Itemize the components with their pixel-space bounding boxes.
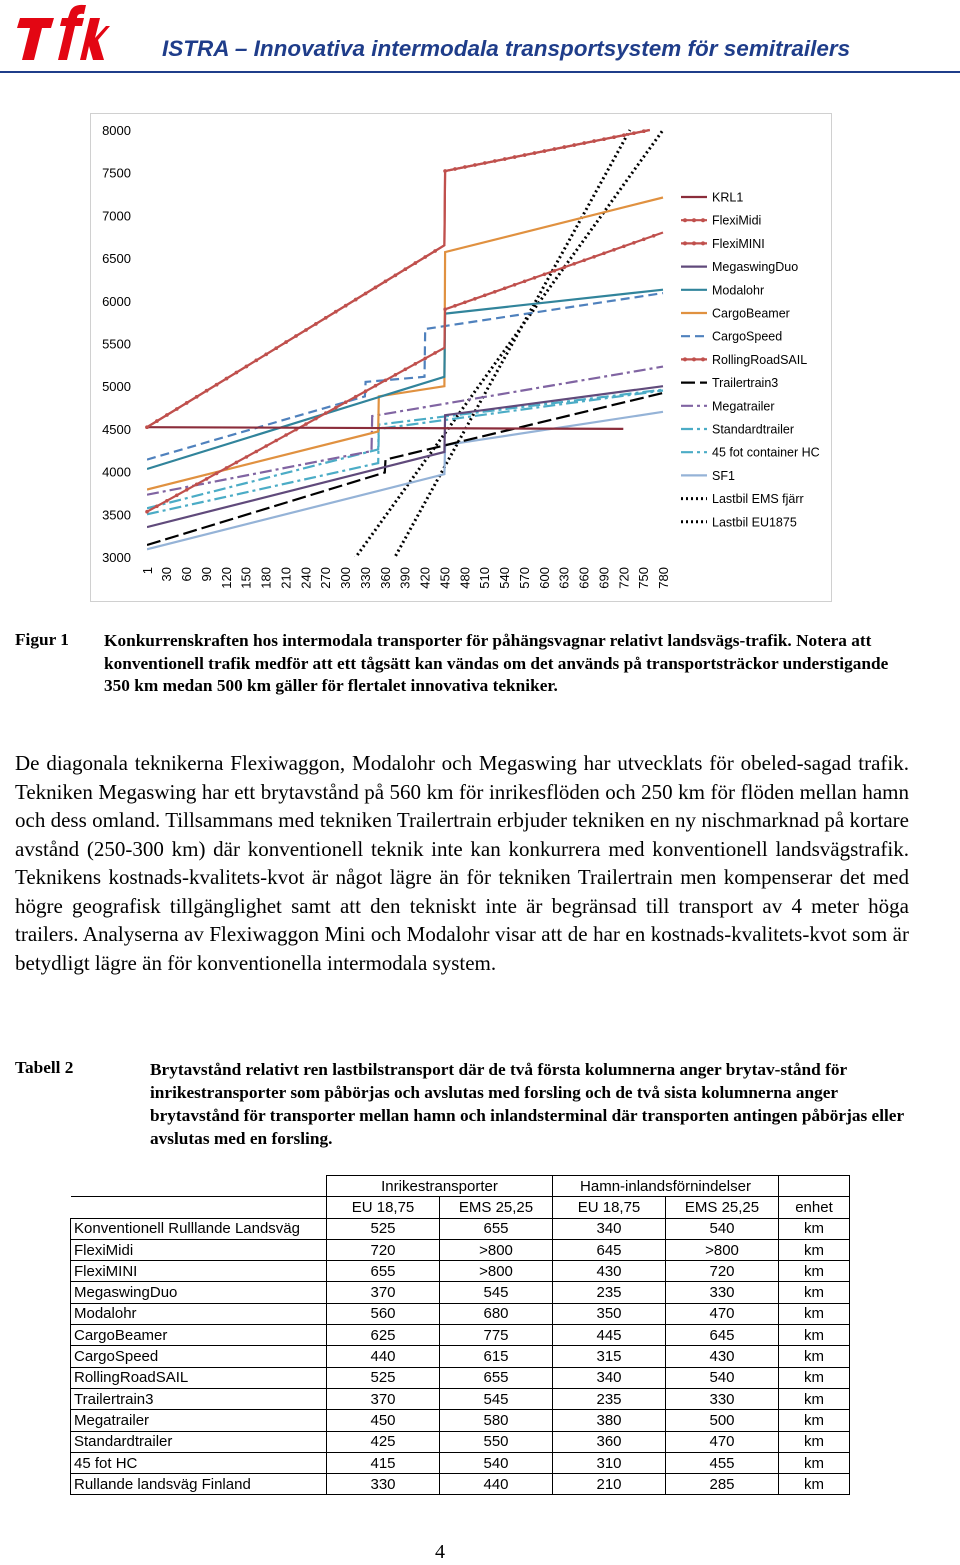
table-row [71,1282,850,1303]
chart-frame [90,113,832,602]
series-marker [364,292,368,296]
value-cell: km [779,1282,850,1303]
legend-label: FlexiMidi [712,213,762,228]
value-cell: 440 [440,1474,553,1495]
subheader-cell: EMS 25,25 [440,1197,553,1218]
series-marker [602,252,606,256]
table-row [71,1388,850,1409]
legend-label: CargoSpeed [712,329,783,344]
series-line [325,130,663,600]
series-marker [533,276,537,280]
row-label-cell: FlexiMidi [71,1239,327,1260]
x-tick-label: 120 [218,567,234,589]
figure-label: Figur 1 [15,630,69,649]
series-marker [264,353,268,357]
body-paragraph: De diagonala teknikerna Flexiwaggon, Modalohr och Megaswing har utvecklats för obeled-sagad trafik. Tekniken Megaswing har ett brytavstånd på 560 km för inrikesflöden och 250 km för flöden mellan hamn och dess omland. Tillsammans med tekniken Trailertrain erbjuder tekniken en ny nischmarknad på kortare avstånd (250-300 km) där konventionell teknik inte kan konkurrera med konventionell landsvägstrafik. Teknikens kostnads-kvalitets-kvot är något lägre än för tekniken Trailertrain men kompenserar det med högre geografisk tillgänglighet samt att den tekniskt inte är begränsad till transport av 4 meter höga trailers. Analyserna av Flexiwaggon Mini och Modalohr visar att de har en kostnads-kvalitets-kvot som är betydligt lägre än för konventionella intermodala system. [15,751,909,975]
value-cell: 625 [327,1325,440,1346]
series-line [372,130,630,600]
value-cell: 285 [666,1474,779,1495]
legend-label: 45 fot container HC [712,445,820,460]
subheader-cell: enhet [779,1197,850,1218]
series-marker [205,389,209,393]
value-cell: km [779,1239,850,1260]
series-line [147,233,663,512]
series-line [147,386,663,527]
table-row [71,1367,850,1388]
table-corner-cell [71,1176,327,1197]
x-tick-label: 480 [457,567,473,589]
legend-label: RollingRoadSAIL [712,352,808,367]
series-marker [592,255,596,259]
series-marker [553,269,557,273]
x-tick-label: 660 [576,567,592,589]
value-cell: 720 [327,1239,440,1260]
value-cell: 525 [327,1218,440,1239]
value-cell: km [779,1431,850,1452]
subheader-cell: EU 18,75 [327,1197,440,1218]
legend-marker [692,241,696,245]
value-cell: 720 [666,1261,779,1282]
series-marker [255,450,259,454]
series-marker [155,505,159,509]
value-cell: 470 [666,1431,779,1452]
x-tick-label: 300 [338,567,354,589]
value-cell: 450 [327,1410,440,1431]
series-marker [592,139,596,143]
x-tick-label: 360 [377,567,393,589]
series-marker [503,287,507,291]
series-marker [463,301,467,305]
y-tick-label: 7500 [102,165,131,181]
legend-label: SF1 [712,468,735,483]
row-label-cell: MegaswingDuo [71,1282,327,1303]
series-marker [582,141,586,145]
series-marker [483,294,487,298]
series-marker [175,494,179,498]
series-marker [284,433,288,437]
series-marker [483,161,487,165]
series-marker [344,400,348,404]
series-marker [473,297,477,301]
series-marker [205,477,209,481]
series-marker [404,267,408,271]
row-label-cell: RollingRoadSAIL [71,1367,327,1388]
series-marker [185,488,189,492]
x-tick-label: 180 [258,567,274,589]
series-marker [374,384,378,388]
y-tick-label: 5000 [102,379,131,395]
x-tick-label: 780 [656,567,671,589]
series-marker [384,280,388,284]
value-cell: 430 [666,1346,779,1367]
legend-label: Lastbil EU1875 [712,515,797,530]
series-marker [215,472,219,476]
series-marker [165,499,169,503]
series-marker [364,389,368,393]
y-tick-label: 7000 [102,208,131,224]
x-tick-label: 30 [159,567,175,582]
x-tick-label: 690 [596,567,612,589]
document-title: ISTRA – Innovativa intermodala transportsystem för semitrailers [162,36,851,61]
value-cell: 540 [666,1218,779,1239]
row-label-cell: CargoSpeed [71,1346,327,1367]
value-cell: 500 [666,1410,779,1431]
value-cell: 360 [553,1431,666,1452]
table-row [71,1452,850,1473]
value-cell: 370 [327,1388,440,1409]
table-row [71,1239,850,1260]
series-marker [354,395,358,399]
series-marker [493,290,497,294]
value-cell: 775 [440,1325,553,1346]
legend-label: Trailertrain3 [712,376,779,391]
value-cell: 440 [327,1346,440,1367]
legend-label: FlexiMINI [712,236,765,251]
value-cell: 545 [440,1282,553,1303]
y-tick-label: 6000 [102,293,131,309]
series-marker [394,274,398,278]
series-marker [145,510,149,514]
legend-label: MegaswingDuo [712,260,799,275]
value-cell: km [779,1218,850,1239]
subheader-empty [71,1197,327,1218]
value-cell: km [779,1367,850,1388]
value-cell: 235 [553,1388,666,1409]
y-tick-label: 3000 [102,550,131,565]
value-cell: >800 [440,1261,553,1282]
series-marker [195,483,199,487]
row-label-cell: 45 fot HC [71,1452,327,1473]
legend-label: CargoBeamer [712,306,790,321]
x-tick-label: 270 [318,567,334,589]
subheader-cell: EMS 25,25 [666,1197,779,1218]
series-marker [165,413,169,417]
series-marker [195,395,199,399]
value-cell: km [779,1410,850,1431]
value-cell: 560 [327,1303,440,1324]
value-cell: 525 [327,1367,440,1388]
row-label-cell: Modalohr [71,1303,327,1324]
series-marker [543,149,547,153]
legend-label: Megatrailer [712,399,775,414]
series-marker [404,368,408,372]
x-tick-label: 750 [636,567,652,589]
row-label-cell: Megatrailer [71,1410,327,1431]
series-marker [235,371,239,375]
line-chart [91,114,831,601]
legend-label: KRL1 [712,190,744,205]
series-marker [374,286,378,290]
series-marker [274,439,278,443]
legend-marker [683,218,687,222]
series-marker [622,245,626,249]
row-label-cell: Rullande landsväg Finland [71,1474,327,1495]
series-marker [384,379,388,383]
series-marker [344,304,348,308]
table-row [71,1346,850,1367]
legend-label: Lastbil EMS fjärr [712,492,804,507]
value-cell: >800 [666,1239,779,1260]
series-marker [423,255,427,259]
legend-marker [701,357,705,361]
table-row [71,1325,850,1346]
series-marker [145,425,149,429]
series-marker [503,157,507,161]
series-marker [612,135,616,139]
series-marker [443,169,447,173]
series-marker [642,129,646,133]
series-marker [215,383,219,387]
series-line [147,391,663,515]
table-subheader-row [71,1197,850,1218]
row-label-cell: CargoBeamer [71,1325,327,1346]
series-marker [284,340,288,344]
series-marker [563,145,567,149]
table-body [71,1218,850,1495]
x-tick-label: 390 [397,567,413,589]
series-marker [572,143,576,147]
series-marker [523,153,527,157]
series-marker [473,163,477,167]
series-marker [354,298,358,302]
figure-caption: Konkurrenskraften hos intermodala transporter för påhängsvagnar relativt landsvägs-trafik. Notera att konventionell trafik medför att ett tågsätt kan vändas om det används på transportsträckor understigande 350 km medan 500 km gäller för flertalet innovativa tekniker. [104,631,889,695]
value-cell: km [779,1303,850,1324]
value-cell: 310 [553,1452,666,1473]
series-marker [255,359,259,363]
value-cell: 235 [553,1282,666,1303]
table-row [71,1218,850,1239]
value-cell: 330 [666,1388,779,1409]
series-marker [225,466,229,470]
subheader-cell: EU 18,75 [553,1197,666,1218]
table-group-header-row [71,1176,850,1197]
value-cell: 645 [553,1239,666,1260]
table-label: Tabell 2 [15,1058,74,1077]
value-cell: 315 [553,1346,666,1367]
row-label-cell: Trailertrain3 [71,1388,327,1409]
x-tick-label: 90 [198,567,214,582]
series-marker [513,283,517,287]
group-header-empty [779,1176,850,1197]
group-header-hamn: Hamn-inlandsförnindelser [553,1176,779,1197]
table-row [71,1261,850,1282]
series-marker [523,280,527,284]
series-marker [274,346,278,350]
header-divider [0,71,960,73]
series-marker [433,351,437,355]
series-marker [453,304,457,308]
value-cell: 455 [666,1452,779,1473]
row-label-cell: Konventionell Rulllande Landsväg [71,1218,327,1239]
value-cell: 545 [440,1388,553,1409]
series-marker [314,417,318,421]
value-cell: 370 [327,1282,440,1303]
y-tick-label: 4000 [102,464,131,480]
series-marker [334,310,338,314]
series-marker [612,248,616,252]
series-marker [582,259,586,263]
value-cell: 645 [666,1325,779,1346]
value-cell: 430 [553,1261,666,1282]
value-cell: 330 [327,1474,440,1495]
series-marker [324,316,328,320]
series-line [147,367,663,495]
x-tick-label: 450 [437,567,453,589]
value-cell: 655 [440,1367,553,1388]
series-marker [294,334,298,338]
series-marker [563,266,567,270]
page-header [0,0,960,72]
table-row [71,1410,850,1431]
y-tick-label: 4500 [102,421,131,437]
value-cell: 680 [440,1303,553,1324]
series-marker [245,365,249,369]
legend-marker [701,241,705,245]
value-cell: km [779,1388,850,1409]
table-row [71,1303,850,1324]
series-marker [304,422,308,426]
value-cell: 425 [327,1431,440,1452]
series-marker [602,137,606,141]
value-cell: 580 [440,1410,553,1431]
value-cell: 655 [327,1261,440,1282]
value-cell: 330 [666,1282,779,1303]
series-marker [175,407,179,411]
value-cell: 350 [553,1303,666,1324]
series-marker [572,262,576,266]
legend-marker [692,357,696,361]
x-tick-label: 570 [516,567,532,589]
series-line [147,293,663,460]
x-tick-label: 600 [536,567,552,589]
legend-label: Modalohr [712,283,765,298]
series-marker [642,238,646,242]
series-marker [185,401,189,405]
value-cell: km [779,1261,850,1282]
value-cell: 655 [440,1218,553,1239]
x-tick-label: 630 [556,567,572,589]
value-cell: 415 [327,1452,440,1473]
value-cell: km [779,1474,850,1495]
table-row [71,1431,850,1452]
row-label-cell: FlexiMINI [71,1261,327,1282]
table-caption: Brytavstånd relativt ren lastbilstransport där de två första kolumnerna anger brytav-stånd för inrikestransporter som påbörjas och avslutas med forsling och de två sista kolumnerna anger brytavstånd för transporter mellan hamn och inlandsterminal där transporten antingen påbörjas eller avslutas med en forsling. [150,1060,904,1148]
value-cell: >800 [440,1239,553,1260]
legend-marker [683,357,687,361]
x-tick-label: 540 [497,567,513,589]
value-cell: 340 [553,1367,666,1388]
series-marker [155,419,159,423]
series-marker [463,165,467,169]
y-tick-label: 3500 [102,507,131,523]
y-tick-label: 5500 [102,336,131,352]
series-marker [414,261,418,265]
series-marker [513,155,517,159]
x-tick-label: 330 [357,567,373,589]
y-tick-label: 6500 [102,251,131,267]
series-line [147,427,623,429]
series-marker [225,377,229,381]
x-tick-label: 1 [140,567,155,575]
series-marker [235,461,239,465]
value-cell: 615 [440,1346,553,1367]
series-marker [304,328,308,332]
series-marker [543,273,547,277]
series-marker [245,455,249,459]
tfk-logo [14,4,110,66]
legend-marker [692,218,696,222]
value-cell: 380 [553,1410,666,1431]
series-marker [324,411,328,415]
series-marker [443,308,447,312]
value-cell: 540 [440,1452,553,1473]
series-marker [334,406,338,410]
series-marker [433,249,437,253]
value-cell: 540 [666,1367,779,1388]
series-marker [394,373,398,377]
series-marker [632,131,636,135]
page-number: 4 [435,1541,445,1563]
series-marker [632,241,636,245]
row-label-cell: Standardtrailer [71,1431,327,1452]
value-cell: 340 [553,1218,666,1239]
group-header-inrikes: Inrikestransporter [327,1176,553,1197]
series-marker [414,362,418,366]
x-tick-label: 420 [417,567,433,589]
series-marker [264,444,268,448]
table-row [71,1474,850,1495]
value-cell: 210 [553,1474,666,1495]
series-marker [493,159,497,163]
x-tick-label: 510 [477,567,493,589]
x-tick-label: 150 [238,567,254,589]
series-marker [622,133,626,137]
series-marker [553,147,557,151]
series-marker [533,151,537,155]
value-cell: 470 [666,1303,779,1324]
legend-marker [683,241,687,245]
value-cell: 445 [553,1325,666,1346]
series-marker [652,234,656,238]
value-cell: 550 [440,1431,553,1452]
value-cell: km [779,1452,850,1473]
x-tick-label: 240 [298,567,314,589]
x-tick-label: 720 [616,567,632,589]
value-cell: km [779,1346,850,1367]
legend-label: Standardtrailer [712,422,794,437]
break-distance-table [70,1175,850,1495]
series-marker [453,167,457,171]
value-cell: km [779,1325,850,1346]
x-tick-label: 210 [278,567,294,589]
y-tick-label: 8000 [102,123,131,138]
series-marker [314,322,318,326]
x-tick-label: 60 [179,567,195,582]
legend-marker [701,218,705,222]
series-marker [423,357,427,361]
